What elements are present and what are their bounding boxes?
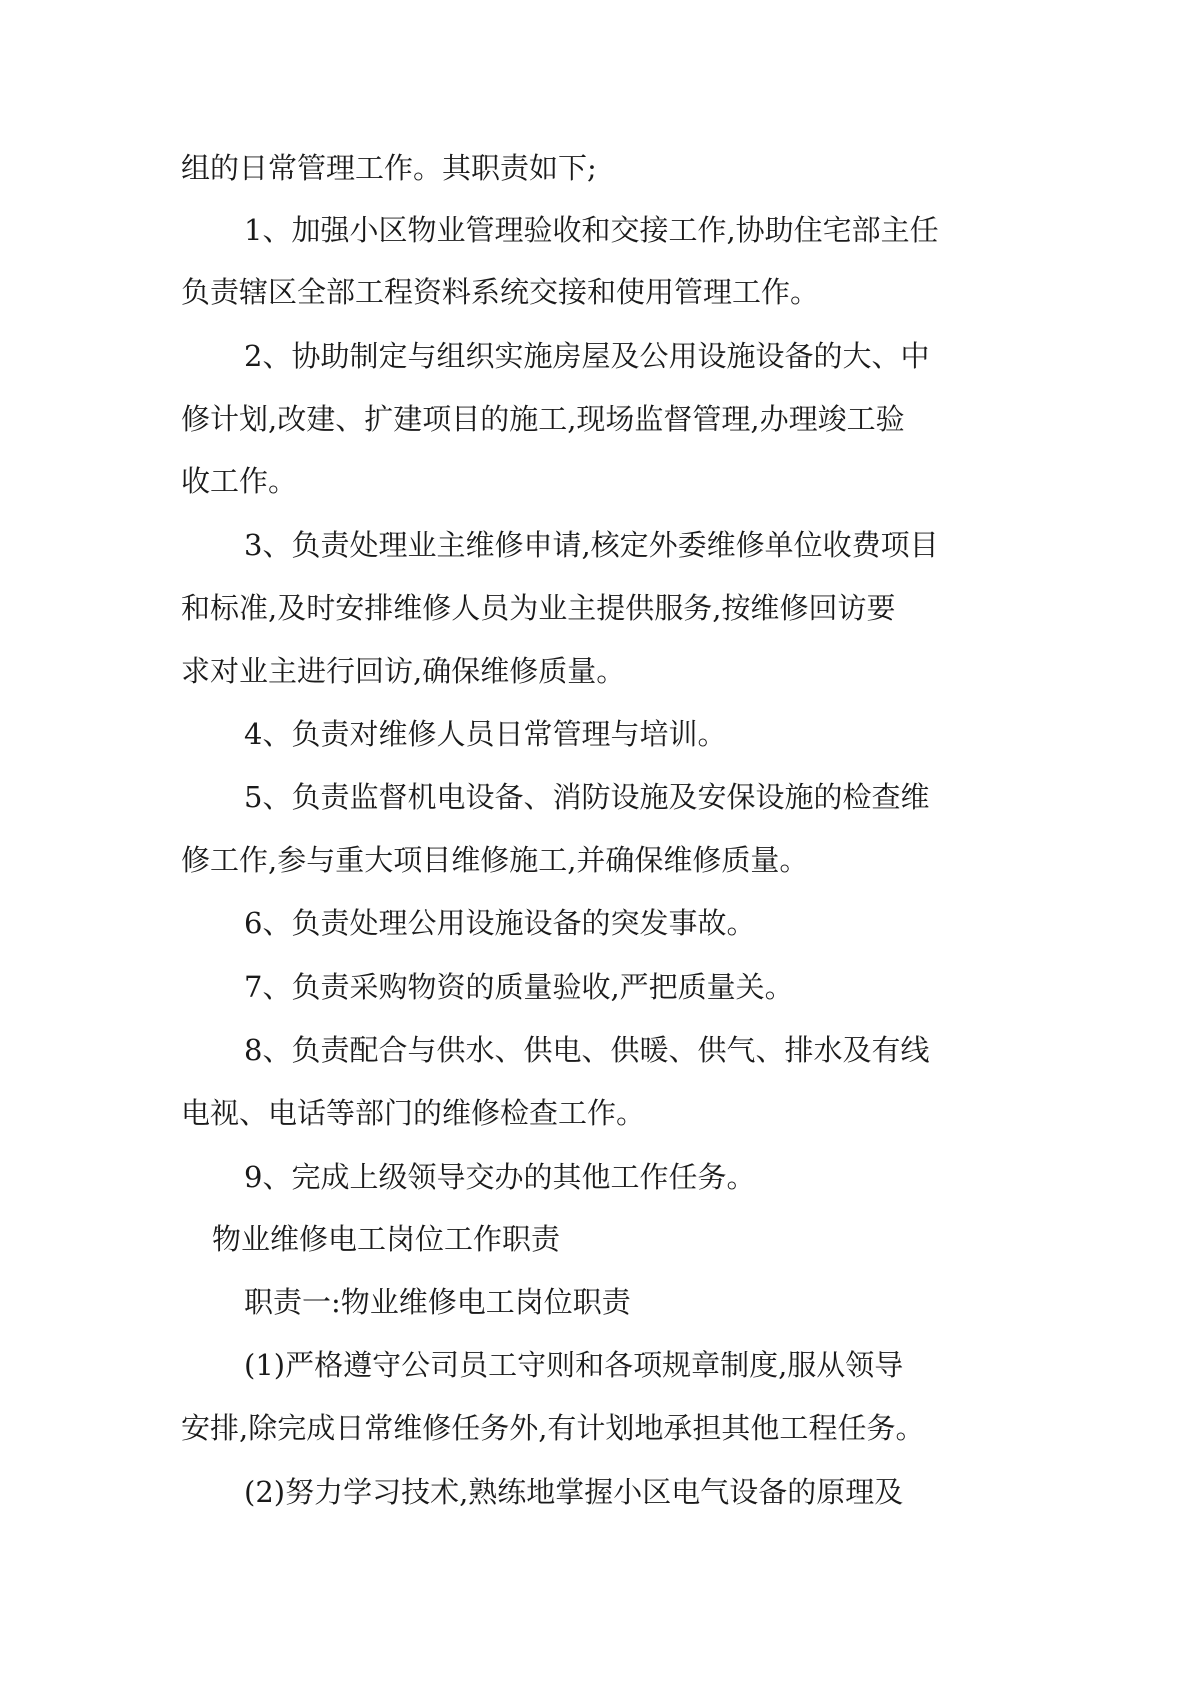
text-line: 7、负责采购物资的质量验收,严把质量关。 [244, 970, 794, 1004]
text-line: 收工作。 [181, 464, 298, 498]
text-line: 求对业主进行回访,确保维修质量。 [181, 654, 626, 688]
text-line: 9、完成上级领导交办的其他工作任务。 [244, 1160, 756, 1194]
text-line: 修工作,参与重大项目维修施工,并确保维修质量。 [181, 843, 809, 877]
text-line: 3、负责处理业主维修申请,核定外委维修单位收费项目 [244, 528, 939, 562]
text-line: 2、协助制定与组织实施房屋及公用设施设备的大、中 [244, 339, 930, 373]
text-line: 6、负责处理公用设施设备的突发事故。 [244, 906, 756, 940]
text-line: 4、负责对维修人员日常管理与培训。 [244, 717, 727, 751]
text-line: (2)努力学习技术,熟练地掌握小区电气设备的原理及 [244, 1475, 904, 1509]
text-line: 8、负责配合与供水、供电、供暖、供气、排水及有线 [244, 1033, 930, 1067]
text-line: 1、加强小区物业管理验收和交接工作,协助住宅部主任 [244, 213, 939, 247]
text-line: 安排,除完成日常维修任务外,有计划地承担其他工程任务。 [181, 1411, 925, 1445]
text-line: 负责辖区全部工程资料系统交接和使用管理工作。 [181, 275, 820, 309]
text-line: 组的日常管理工作。其职责如下; [181, 151, 597, 185]
text-line: (1)严格遵守公司员工守则和各项规章制度,服从领导 [244, 1348, 904, 1382]
text-line: 和标准,及时安排维修人员为业主提供服务,按维修回访要 [181, 591, 896, 625]
text-line: 5、负责监督机电设备、消防设施及安保设施的检查维 [244, 780, 930, 814]
subsection-heading: 职责一:物业维修电工岗位职责 [244, 1285, 631, 1319]
text-line: 修计划,改建、扩建项目的施工,现场监督管理,办理竣工验 [181, 402, 905, 436]
section-heading: 物业维修电工岗位工作职责 [212, 1222, 561, 1256]
text-line: 电视、电话等部门的维修检查工作。 [181, 1096, 646, 1130]
